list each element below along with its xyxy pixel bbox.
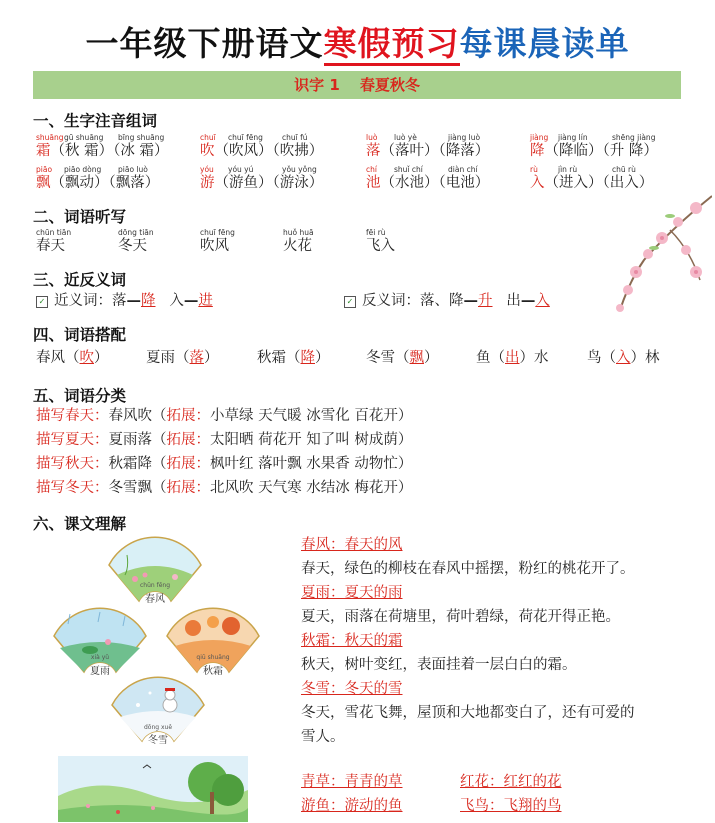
char-entry [200, 165, 323, 193]
collocation-answer: 落 [189, 350, 204, 366]
char-pinyin: jiàng [530, 133, 549, 142]
char-words-line [36, 174, 159, 193]
word-pinyin: jiàng luò [448, 133, 481, 142]
lesson-banner [33, 71, 681, 99]
new-character: 落 [366, 143, 381, 159]
fan-pinyin: dōng xuě [143, 724, 173, 731]
char-pinyin: rù [530, 165, 538, 174]
word-pinyin: piāo dòng [64, 165, 102, 174]
character-words: （降临）（升 降） [544, 143, 658, 159]
dictation-word [118, 228, 154, 256]
word-pinyin: jiàng lín [558, 133, 588, 142]
antonym-answer-1: 升 [478, 293, 493, 309]
char-pinyin-line [530, 165, 653, 174]
season-main: 春风吹（ [108, 408, 167, 424]
dictation-word [36, 228, 71, 256]
season-main: 夏雨落（ [108, 432, 167, 448]
collocation-answer: 飘 [409, 350, 424, 366]
word-hanzi: 春天 [36, 238, 65, 254]
fan-pinyin: chūn fēng [139, 582, 171, 589]
text-heading: 夏雨：夏天的雨 [301, 585, 403, 601]
char-pinyin: chuī [200, 133, 216, 142]
word-pinyin: chuī fēng [228, 133, 263, 142]
section-4-heading: 四、词语搭配 [33, 326, 127, 344]
word-pair: 红花：红红的花 [460, 774, 562, 790]
antonym-line: ✓ 反义词：落、降—升 出—入 [344, 291, 550, 311]
word-hanzi: 冬天 [118, 238, 147, 254]
char-pinyin-line [366, 133, 489, 142]
season-label: 描写秋天： [36, 456, 109, 472]
char-words-line [530, 142, 658, 161]
new-character: 降 [530, 143, 545, 159]
collocation-pre: 鱼（ [476, 350, 505, 366]
dictation-word [283, 228, 314, 256]
fan-label-autumn: 秋霜 [203, 666, 223, 677]
word-pinyin: chūn tiān [36, 228, 72, 237]
word-pinyin: shuǐ chí [394, 165, 423, 174]
collocation-post: ） [204, 350, 219, 366]
char-pinyin-line [200, 133, 323, 142]
extension-list: 北风吹 天气寒 水结冰 梅花开） [210, 480, 413, 496]
char-entry [366, 165, 489, 193]
new-character: 入 [530, 175, 545, 191]
fan-label-winter: 冬雪 [148, 735, 168, 746]
extension-label: 拓展： [166, 408, 210, 424]
season-label: 描写冬天： [36, 480, 109, 496]
word-pinyin: fēi rù [366, 228, 386, 237]
antonym-answer-2: 入 [535, 293, 550, 309]
char-entry [200, 133, 323, 161]
char-words-line [200, 142, 323, 161]
title-part-1: 一年级下册语文 [85, 24, 324, 63]
word-pinyin: gū shuāng [64, 133, 104, 142]
character-words: （吹风）（吹拂） [214, 143, 324, 159]
collocation-post: ） [94, 350, 109, 366]
char-words-line [366, 174, 489, 193]
collocation-answer: 吹 [79, 350, 94, 366]
char-pinyin: shuāng [36, 133, 64, 142]
word-hanzi: 吹风 [200, 238, 229, 254]
word-pinyin: jìn rù [558, 165, 578, 174]
new-character: 游 [200, 175, 215, 191]
char-words-line [200, 174, 323, 193]
season-label: 描写春天： [36, 408, 109, 424]
word-pinyin: diàn chí [448, 165, 478, 174]
season-main: 秋霜降（ [108, 456, 167, 472]
char-pinyin: luò [366, 133, 378, 142]
word-pinyin: dōng tiān [118, 228, 154, 237]
word-pair: 游鱼：游动的鱼 [301, 798, 403, 814]
season-label: 描写夏天： [36, 432, 109, 448]
char-pinyin-line [200, 165, 323, 174]
lesson-number: 识字 1 [294, 76, 340, 94]
fan-label-spring: 春风 [145, 594, 165, 605]
char-entry [530, 133, 658, 161]
word-pinyin: chuī fú [282, 133, 308, 142]
season-main: 冬雪飘（ [108, 480, 167, 496]
section-5-heading: 五、词语分类 [33, 387, 127, 405]
collocation-answer: 入 [616, 350, 631, 366]
fan-pinyin: xià yǔ [90, 654, 110, 661]
word-hanzi: 飞入 [366, 238, 395, 254]
new-character: 吹 [200, 143, 215, 159]
extension-list: 太阳晒 荷花开 知了叫 树成荫） [210, 432, 413, 448]
char-pinyin-line [36, 133, 168, 142]
section-2-heading: 二、词语听写 [33, 208, 127, 226]
text-body: 冬天，雪花飞舞，屋顶和大地都变白了，还有可爱的 [301, 705, 635, 721]
char-words-line [366, 142, 489, 161]
text-heading: 秋霜：秋天的霜 [301, 633, 403, 649]
collocation-post: ）林 [630, 350, 660, 366]
classification-row [36, 430, 412, 450]
collocation-pre: 鸟（ [587, 350, 616, 366]
checkbox-icon: ✓ [36, 296, 48, 308]
collocation-item [366, 348, 439, 368]
collocation-pre: 冬雪（ [366, 350, 410, 366]
char-words-line [36, 142, 168, 161]
extension-label: 拓展： [166, 480, 210, 496]
collocation-item [36, 348, 109, 368]
word-pinyin: yǒu yǒng [282, 165, 317, 174]
text-body-continued: 雪人。 [301, 729, 345, 745]
extension-label: 拓展： [166, 456, 210, 472]
collocation-pre: 秋霜（ [257, 350, 301, 366]
collocation-item [146, 348, 219, 368]
word-pinyin: shēng jiàng [612, 133, 656, 142]
extension-list: 小草绿 天气暖 冰雪化 百花开） [210, 408, 413, 424]
char-entry [36, 165, 159, 193]
word-pinyin: chuī fēng [200, 228, 235, 237]
collocation-item [476, 348, 549, 368]
new-character: 池 [366, 175, 381, 191]
char-pinyin-line [366, 165, 489, 174]
word-pinyin: huǒ huā [283, 228, 314, 237]
synonym-line: ✓ 近义词：落—降 入—进 [36, 291, 213, 311]
word-pinyin: piāo luò [118, 165, 148, 174]
word-pinyin: yóu yú [228, 165, 254, 174]
collocation-post: ） [424, 350, 439, 366]
text-body: 夏天，雨落在荷塘里，荷叶碧绿，荷花开得正艳。 [301, 609, 620, 625]
char-pinyin: chí [366, 165, 377, 174]
classification-row [36, 454, 412, 474]
text-body: 秋天，树叶变红，表面挂着一层白白的霜。 [301, 657, 577, 673]
char-pinyin: piāo [36, 165, 53, 174]
character-words: （秋 霜）（冰 霜） [50, 143, 169, 159]
dictation-word [200, 228, 235, 256]
section-1-heading: 一、生字注音组词 [33, 112, 158, 130]
collocation-post: ） [315, 350, 330, 366]
section-6-heading: 六、课文理解 [33, 515, 127, 533]
classification-row [36, 478, 412, 498]
page-title [0, 18, 715, 65]
extension-label: 拓展： [166, 432, 210, 448]
fan-label-summer: 夏雨 [90, 666, 110, 677]
new-character: 霜 [36, 143, 51, 159]
word-pinyin: chū rù [612, 165, 636, 174]
checkbox-icon: ✓ [344, 296, 356, 308]
character-words: （落叶）（降落） [380, 143, 490, 159]
classification-row [36, 406, 412, 426]
word-pair: 青草：青青的草 [301, 774, 403, 790]
collocation-answer: 降 [300, 350, 315, 366]
collocation-pre: 夏雨（ [146, 350, 190, 366]
char-pinyin-line [36, 165, 159, 174]
section-3-heading: 三、近反义词 [33, 271, 127, 289]
synonym-answer-1: 降 [141, 293, 156, 309]
fan-pinyin: qiū shuāng [196, 654, 230, 661]
char-pinyin-line [530, 133, 658, 142]
character-words: （游鱼）（游泳） [214, 175, 324, 191]
extension-list: 枫叶红 落叶飘 水果香 动物忙） [210, 456, 413, 472]
text-heading: 春风：春天的风 [301, 537, 403, 553]
text-heading: 冬雪：冬天的雪 [301, 681, 403, 697]
collocation-post: ）水 [519, 350, 549, 366]
word-pair: 飞鸟：飞翔的鸟 [460, 798, 562, 814]
word-hanzi: 火花 [283, 238, 312, 254]
character-words: （飘动）（飘落） [50, 175, 160, 191]
dictation-word [366, 228, 395, 256]
character-words: （水池）（电池） [380, 175, 490, 191]
synonym-answer-2: 进 [198, 293, 213, 309]
char-entry [366, 133, 489, 161]
collocation-item [257, 348, 330, 368]
collocation-item [587, 348, 660, 368]
title-part-2: 寒假预习 [324, 24, 460, 66]
blossom-branch-decoration [600, 190, 712, 330]
char-pinyin: yóu [200, 165, 214, 174]
new-character: 飘 [36, 175, 51, 191]
text-body: 春天，绿色的柳枝在春风中摇摆，粉红的桃花开了。 [301, 561, 635, 577]
collocation-pre: 春风（ [36, 350, 80, 366]
char-entry [530, 165, 653, 193]
character-words: （进入）（出入） [544, 175, 654, 191]
word-pinyin: luò yè [394, 133, 417, 142]
word-pinyin: bīng shuāng [118, 133, 165, 142]
collocation-answer: 出 [505, 350, 520, 366]
char-entry [36, 133, 168, 161]
landscape-illustration [58, 756, 248, 822]
title-part-3: 每课晨读单 [459, 24, 630, 63]
lesson-name: 春夏秋冬 [359, 76, 420, 94]
